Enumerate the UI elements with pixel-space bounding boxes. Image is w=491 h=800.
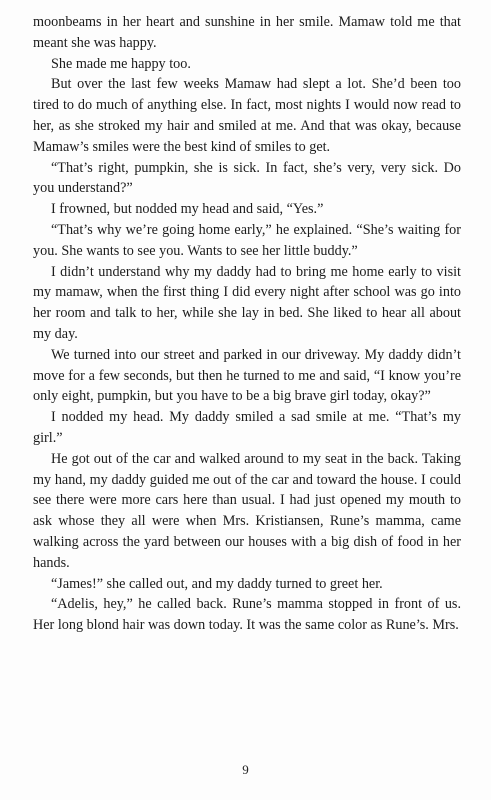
paragraph: She made me happy too. bbox=[51, 55, 191, 72]
paragraph: I didn’t understand why my daddy had to bring me home early to visit my mamaw, when the first thing I did every night after school was go into her room and talk to her, while she lay in bed. She liked to hear all about my day. bbox=[33, 263, 461, 342]
paragraph: He got out of the car and walked around to my seat in the back. Taking my hand, my daddy guided me out of the car and toward the house. I could see there were more cars here than usual. I had just opened my mouth to ask whose they all were when Mrs. Kristiansen, Rune’s mamma, came walking across the yard between our houses with a big dish of food in her hands. bbox=[33, 450, 461, 571]
paragraph: “That’s right, pumpkin, she is sick. In fact, she’s very, very sick. Do you understand?” bbox=[33, 159, 461, 197]
paragraph: But over the last few weeks Mamaw had slept a lot. She’d been too tired to do much of anything else. In fact, most nights I would now read to her, as she stroked my hair and smiled at me. And that was okay, because Mamaw’s smiles were the best kind of smiles to get. bbox=[33, 76, 461, 155]
page-body-text bbox=[33, 12, 461, 636]
paragraph: “Adelis, hey,” he called back. Rune’s mamma stopped in front of us. Her long blond hair was down today. It was the same color as Rune’s. Mrs. bbox=[33, 596, 461, 634]
page-number: 9 bbox=[242, 762, 249, 777]
paragraph: I nodded my head. My daddy smiled a sad smile at me. “That’s my girl.” bbox=[33, 409, 461, 446]
paragraph: “James!” she called out, and my daddy turned to greet her. bbox=[51, 575, 383, 592]
paragraph: I frowned, but nodded my head and said, “Yes.” bbox=[51, 201, 324, 218]
paragraph: moonbeams in her heart and sunshine in her smile. Mamaw told me that meant she was happy. bbox=[33, 14, 461, 51]
paragraph: We turned into our street and parked in our driveway. My daddy didn’t move for a few seconds, but then he turned to me and said, “I know you’re only eight, pumpkin, but you have to be a big brave girl today, okay?” bbox=[33, 346, 461, 405]
paragraph: “That’s why we’re going home early,” he explained. “She’s waiting for you. She wants to see you. Wants to see her little buddy.” bbox=[33, 221, 461, 259]
